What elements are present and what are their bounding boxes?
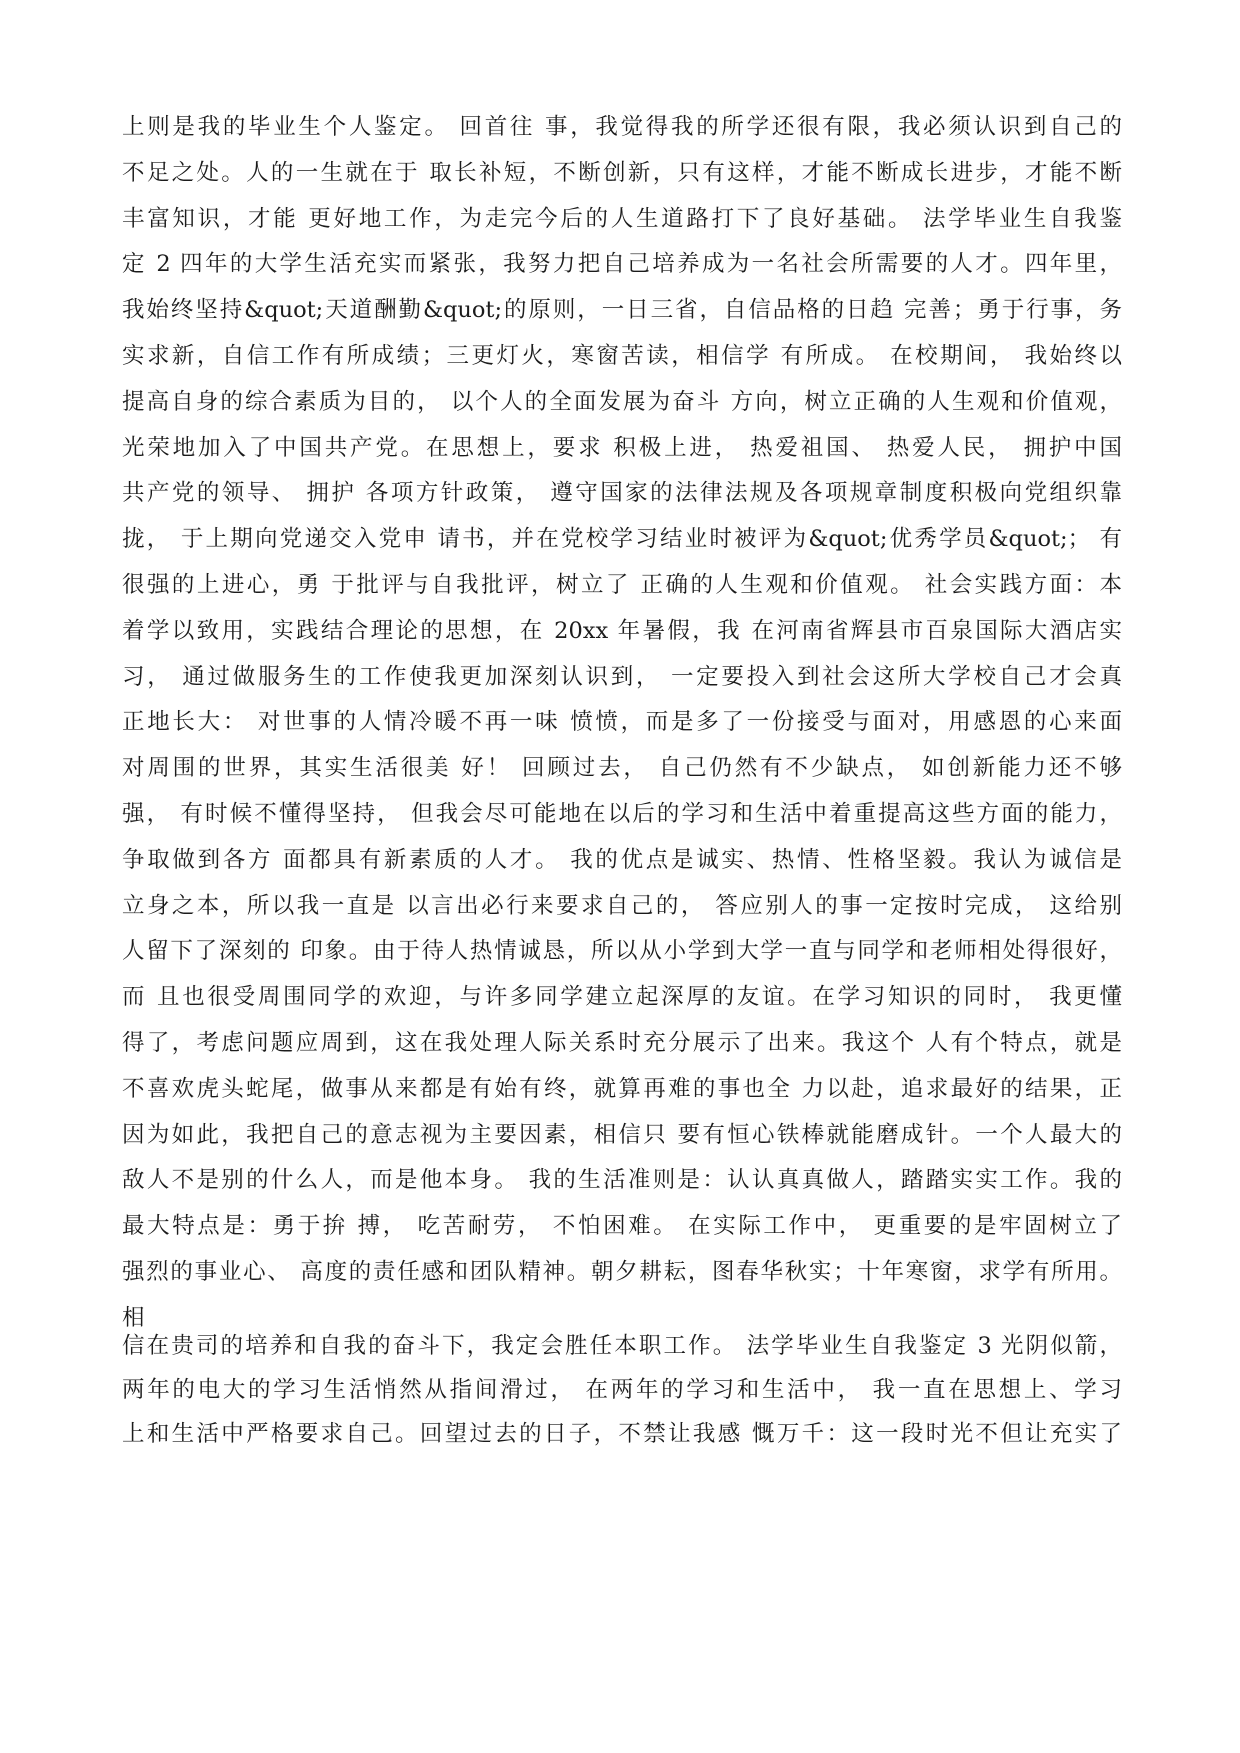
text-line: 正地长大： 对世事的人情冷暖不再一味 愤愤，而是多了一份接受与面对，用感恩的心来面: [122, 709, 1122, 736]
text-line: 不足之处。人的一生就在于 取长补短，不断创新，只有这样，才能不断成长进步，才能不断: [122, 159, 1122, 186]
text-line: 最大特点是：勇于拚 搏， 吃苦耐劳， 不怕困难。 在实际工作中， 更重要的是牢固树立了: [122, 1213, 1122, 1240]
text-line: 而 且也很受周围同学的欢迎，与许多同学建立起深厚的友谊。在学习知识的同时， 我更懂: [122, 984, 1122, 1011]
text-line: 争取做到各方 面都具有新素质的人才。 我的优点是诚实、热情、性格坚毅。我认为诚信是: [122, 846, 1122, 873]
text-line: 丰富知识，才能 更好地工作，为走完今后的人生道路打下了良好基础。 法学毕业生自我鉴: [122, 205, 1122, 232]
text-line: 习， 通过做服务生的工作使我更加深刻认识到， 一定要投入到社会这所大学校自己才会真: [122, 663, 1122, 690]
text-line: 着学以致用，实践结合理论的思想，在 20xx 年暑假，我 在河南省辉县市百泉国际大酒店实: [122, 617, 1122, 644]
text-line: 敌人不是别的什么人，而是他本身。 我的生活准则是：认认真真做人，踏踏实实工作。我的: [122, 1167, 1122, 1194]
text-line: 定 2 四年的大学生活充实而紧张，我努力把自己培养成为一名社会所需要的人才。四年里，: [122, 251, 1122, 278]
text-line: 很强的上进心，勇 于批评与自我批评，树立了 正确的人生观和价值观。 社会实践方面：本: [122, 572, 1122, 598]
text-line: 拢， 于上期向党递交入党申 请书，并在党校学习结业时被评为&quot;优秀学员&quot;； 有: [122, 526, 1122, 553]
text-line: 提高自身的综合素质为目的， 以个人的全面发展为奋斗 方向，树立正确的人生观和价值观，: [122, 388, 1122, 415]
text-line: 人留下了深刻的 印象。由于待人热情诚恳，所以从小学到大学一直与同学和老师相处得很好，: [122, 938, 1122, 965]
text-line: 因为如此，我把自己的意志视为主要因素，相信只 要有恒心铁棒就能磨成针。一个人最大的: [122, 1121, 1122, 1148]
text-line: 光荣地加入了中国共产党。在思想上，要求 积极上进， 热爱祖国、 热爱人民， 拥护中国: [122, 434, 1122, 461]
text-line: 上则是我的毕业生个人鉴定。 回首往 事，我觉得我的所学还很有限，我必须认识到自己的: [122, 114, 1122, 140]
text-line: 相: [122, 1304, 145, 1331]
text-line: 我始终坚持&quot;天道酬勤&quot;的原则，一日三省，自信品格的日趋 完善；勇于行事，务: [122, 297, 1122, 324]
text-line: 对周围的世界，其实生活很美 好！ 回顾过去， 自己仍然有不少缺点， 如创新能力还不够: [122, 755, 1122, 782]
text-line: 强， 有时候不懂得坚持， 但我会尽可能地在以后的学习和生活中着重提高这些方面的能力，: [122, 801, 1122, 827]
text-line: 共产党的领导、 拥护 各项方针政策， 遵守国家的法律法规及各项规章制度积极向党组织靠: [122, 480, 1122, 507]
text-line: 得了，考虑问题应周到，这在我处理人际关系时充分展示了出来。我这个 人有个特点，就是: [122, 1030, 1122, 1056]
text-line: 两年的电大的学习生活悄然从指间滑过， 在两年的学习和生活中， 我一直在思想上、学习: [122, 1377, 1122, 1403]
text-line: 强烈的事业心、 高度的责任感和团队精神。朝夕耕耘，图春华秋实；十年寒窗，求学有所用。: [122, 1259, 1122, 1285]
text-line: 实求新，自信工作有所成绩；三更灯火，寒窗苦读，相信学 有所成。 在校期间， 我始终以: [122, 343, 1122, 369]
text-line: 信在贵司的培养和自我的奋斗下，我定会胜任本职工作。 法学毕业生自我鉴定 3 光阴似箭，: [122, 1333, 1122, 1359]
text-line: 不喜欢虎头蛇尾，做事从来都是有始有终，就算再难的事也全 力以赴，追求最好的结果，正: [122, 1075, 1122, 1102]
text-line: 上和生活中严格要求自己。回望过去的日子，不禁让我感 慨万千：这一段时光不但让充实了: [122, 1421, 1122, 1447]
text-line: 立身之本，所以我一直是 以言出必行来要求自己的， 答应别人的事一定按时完成， 这给别: [122, 892, 1122, 919]
